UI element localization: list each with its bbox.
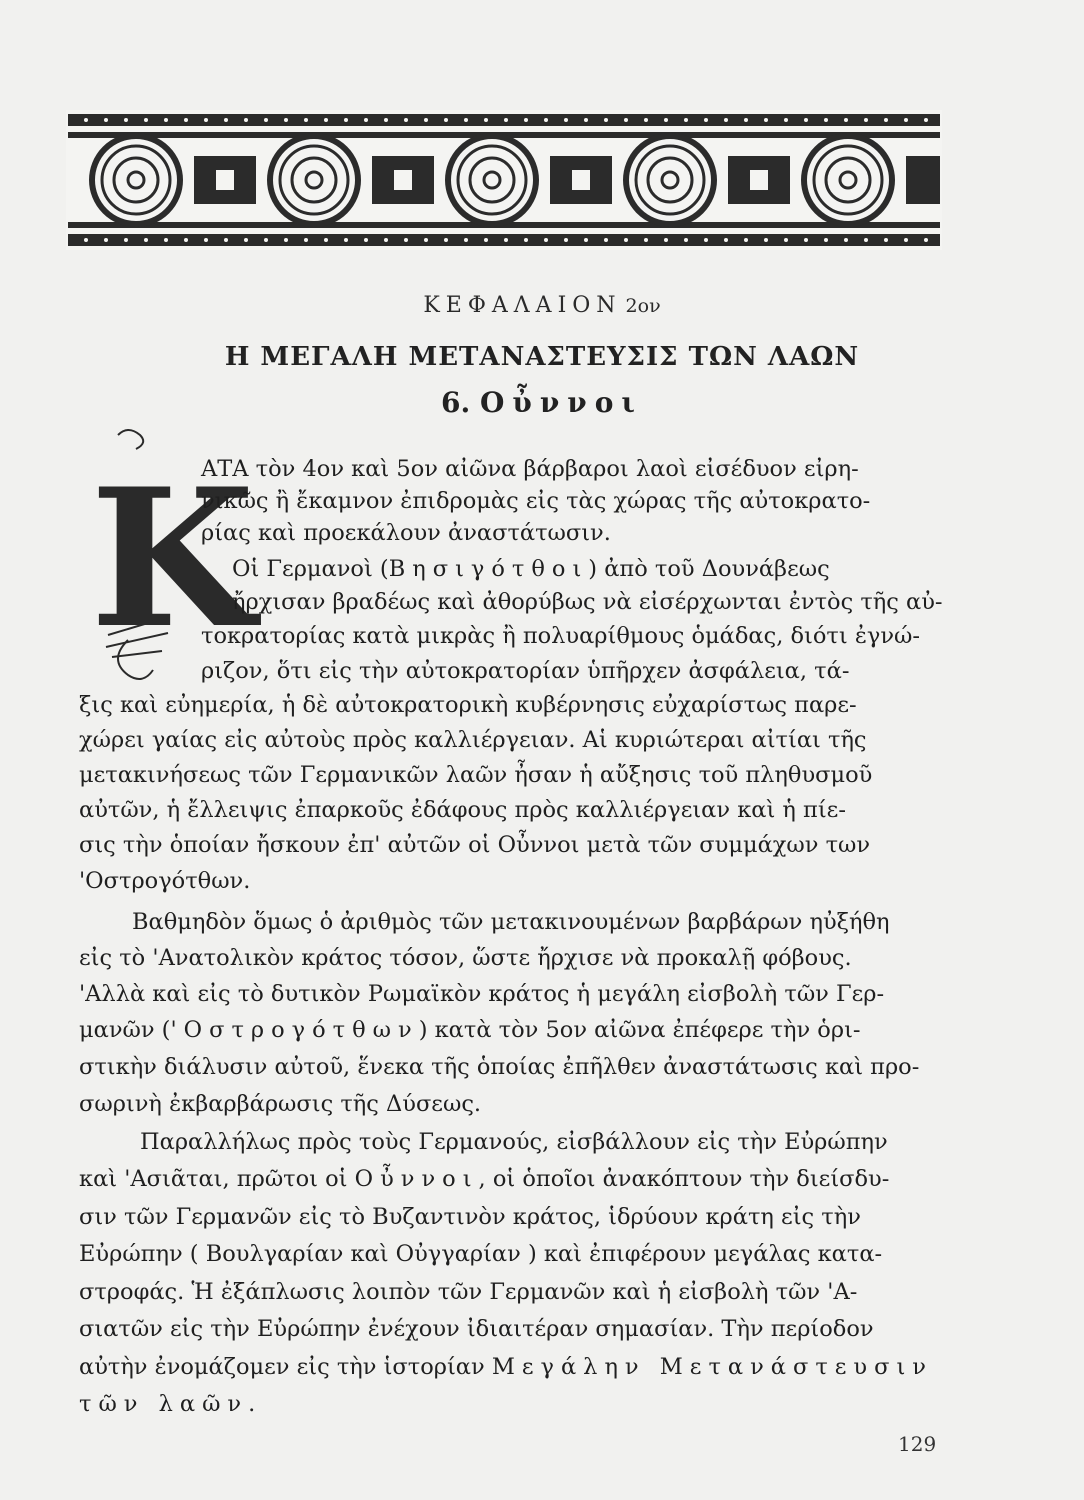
text-span: Οἱ Γερμανοὶ ( <box>232 556 389 582</box>
paragraph-4-line-8: τῶν λαῶν. <box>79 1391 263 1417</box>
paragraph-2-line-3: τοκρατορίας κατὰ μικρὰς ἢ πολυαρίθμους ὁμάδας, διότι ἐγνώ- <box>201 623 920 649</box>
page-number: 129 <box>898 1432 937 1456</box>
paragraph-1-line-2: νικῶς ἢ ἔκαμνον ἐπιδρομὰς εἰς τὰς χώρας τῆς αὐτοκρατο- <box>201 488 871 514</box>
spaced-text: Μεγάλην Μετανάστευσιν <box>491 1354 933 1380</box>
text-span: , οἱ ὁποῖοι ἀνακόπτουν τὴν διείσδυ- <box>478 1166 890 1192</box>
initial-letter: Κ <box>90 447 256 670</box>
spaced-text: Οὖννοι <box>354 1166 479 1192</box>
paragraph-2-line-2: ἤρχισαν βραδέως καὶ ἀθορύβως νὰ εἰσέρχωνται ἐντὸς τῆς αὐ- <box>232 589 943 615</box>
paragraph-4-line-4: Εὐρώπην ( Βουλγαρίαν καὶ Οὐγγαρίαν ) καὶ ἐπιφέρουν μεγάλας κατα- <box>79 1241 883 1267</box>
chapter-word: ΚΕΦΑΛΑΙΟΝ <box>423 293 622 318</box>
section-number: 6. <box>441 386 471 419</box>
paragraph-2-line-4: ριζον, ὅτι εἰς τὴν αὐτοκρατορίαν ὑπῆρχεν ἀσφάλεια, τά- <box>201 658 850 684</box>
chapter-label <box>0 293 1084 318</box>
paragraph-3-line-1: Βαθμηδὸν ὅμως ὁ ἀριθμὸς τῶν μετακινουμένων βαρβάρων ηὐξήθη <box>132 909 890 935</box>
section-name: Οὖννοι <box>480 386 643 419</box>
chapter-title: Η ΜΕΓΑΛΗ ΜΕΤΑΝΑΣΤΕΥΣΙΣ ΤΩΝ ΛΑΩΝ <box>224 342 860 372</box>
paragraph-2-line-1 <box>232 554 830 584</box>
spaced-text: Βησιγότθοι <box>388 556 589 582</box>
paragraph-2-line-9: σις τὴν ὁποίαν ἤσκουν ἐπ' αὐτῶν οἱ Οὖννοι μετὰ τῶν συμμάχων των <box>79 832 871 858</box>
paragraph-2-line-10: 'Οστρογότθων. <box>79 868 251 894</box>
section-title <box>0 386 1084 419</box>
paragraph-1-line-1: ΑΤΑ τὸν 4ον καὶ 5ον αἰῶνα βάρβαροι λαοὶ εἰσέδυον εἰρη- <box>201 456 859 482</box>
paragraph-4-line-6: σιατῶν εἰς τὴν Εὐρώπην ἐνέχουν ἰδιαιτέραν σημασίαν. Τὴν περίοδον <box>79 1316 874 1342</box>
paragraph-2-line-7: μετακινήσεως τῶν Γερμανικῶν λαῶν ἦσαν ἡ αὔξησις τοῦ πληθυσμοῦ <box>79 762 873 788</box>
text-span: ) κατὰ τὸν 5ον αἰῶνα ἐπέφερε τὴν ὁρι- <box>418 1017 861 1043</box>
text-span: μανῶν ( <box>79 1017 171 1043</box>
paragraph-4-line-5: στροφάς. Ἡ ἐξάπλωσις λοιπὸν τῶν Γερμανῶν καὶ ἡ εἰσβολὴ τῶν 'Α- <box>79 1279 858 1305</box>
chapter-number: 2ον <box>625 295 661 317</box>
spaced-text: 'Οστρογότθων <box>170 1017 419 1043</box>
paragraph-4-line-1: Παραλλήλως πρὸς τοὺς Γερμανούς, εἰσβάλλουν εἰς τὴν Εὐρώπην <box>140 1129 888 1155</box>
paragraph-4-line-3: σιν τῶν Γερμανῶν εἰς τὸ Βυζαντινὸν κράτος, ἱδρύουν κράτη εἰς τὴν <box>79 1204 861 1230</box>
paragraph-2-line-6: χώρει γαίας εἰς αὐτοὺς πρὸς καλλιέργειαν. Αἱ κυριώτεραι αἰτίαι τῆς <box>79 727 867 753</box>
text-span: ) ἀπὸ τοῦ Δουνάβεως <box>588 556 830 582</box>
paragraph-3-line-3: 'Αλλὰ καὶ εἰς τὸ δυτικὸν Ρωμαϊκὸν κράτος ἡ μεγάλη εἰσβολὴ τῶν Γερ- <box>79 981 885 1007</box>
paragraph-2-line-5: ξις καὶ εὐημερία, ἡ δὲ αὐτοκρατορικὴ κυβέρνησις εὐχαρίστως παρε- <box>79 692 857 718</box>
text-span: αὐτὴν ἐνομάζομεν εἰς τὴν ἱστορίαν <box>79 1354 485 1380</box>
paragraph-3-line-6: σωρινὴ ἐκβαρβάρωσις τῆς Δύσεως. <box>79 1091 482 1117</box>
paragraph-4-line-2 <box>79 1164 889 1194</box>
paragraph-4-line-7 <box>79 1352 933 1382</box>
paragraph-2-line-8: αὐτῶν, ἡ ἔλλειψις ἐπαρκοῦς ἐδάφους πρὸς καλλιέργειαν καὶ ἡ πίε- <box>79 797 846 823</box>
paragraph-3-line-5: στικὴν διάλυσιν αὐτοῦ, ἕνεκα τῆς ὁποίας ἐπῆλθεν ἀναστάτωσις καὶ προ- <box>79 1054 920 1080</box>
paragraph-1-line-3: ρίας καὶ προεκάλουν ἀναστάτωσιν. <box>201 520 611 546</box>
ornamental-banner <box>66 110 942 250</box>
paragraph-3-line-2: εἰς τὸ 'Ανατολικὸν κράτος τόσον, ὥστε ἤρχισε νὰ προκαλῇ φόβους. <box>79 945 852 971</box>
decorative-initial-k <box>88 425 256 690</box>
text-span: καὶ 'Ασιᾶται, πρῶτοι οἱ <box>79 1166 348 1192</box>
paragraph-3-line-4 <box>79 1015 861 1045</box>
